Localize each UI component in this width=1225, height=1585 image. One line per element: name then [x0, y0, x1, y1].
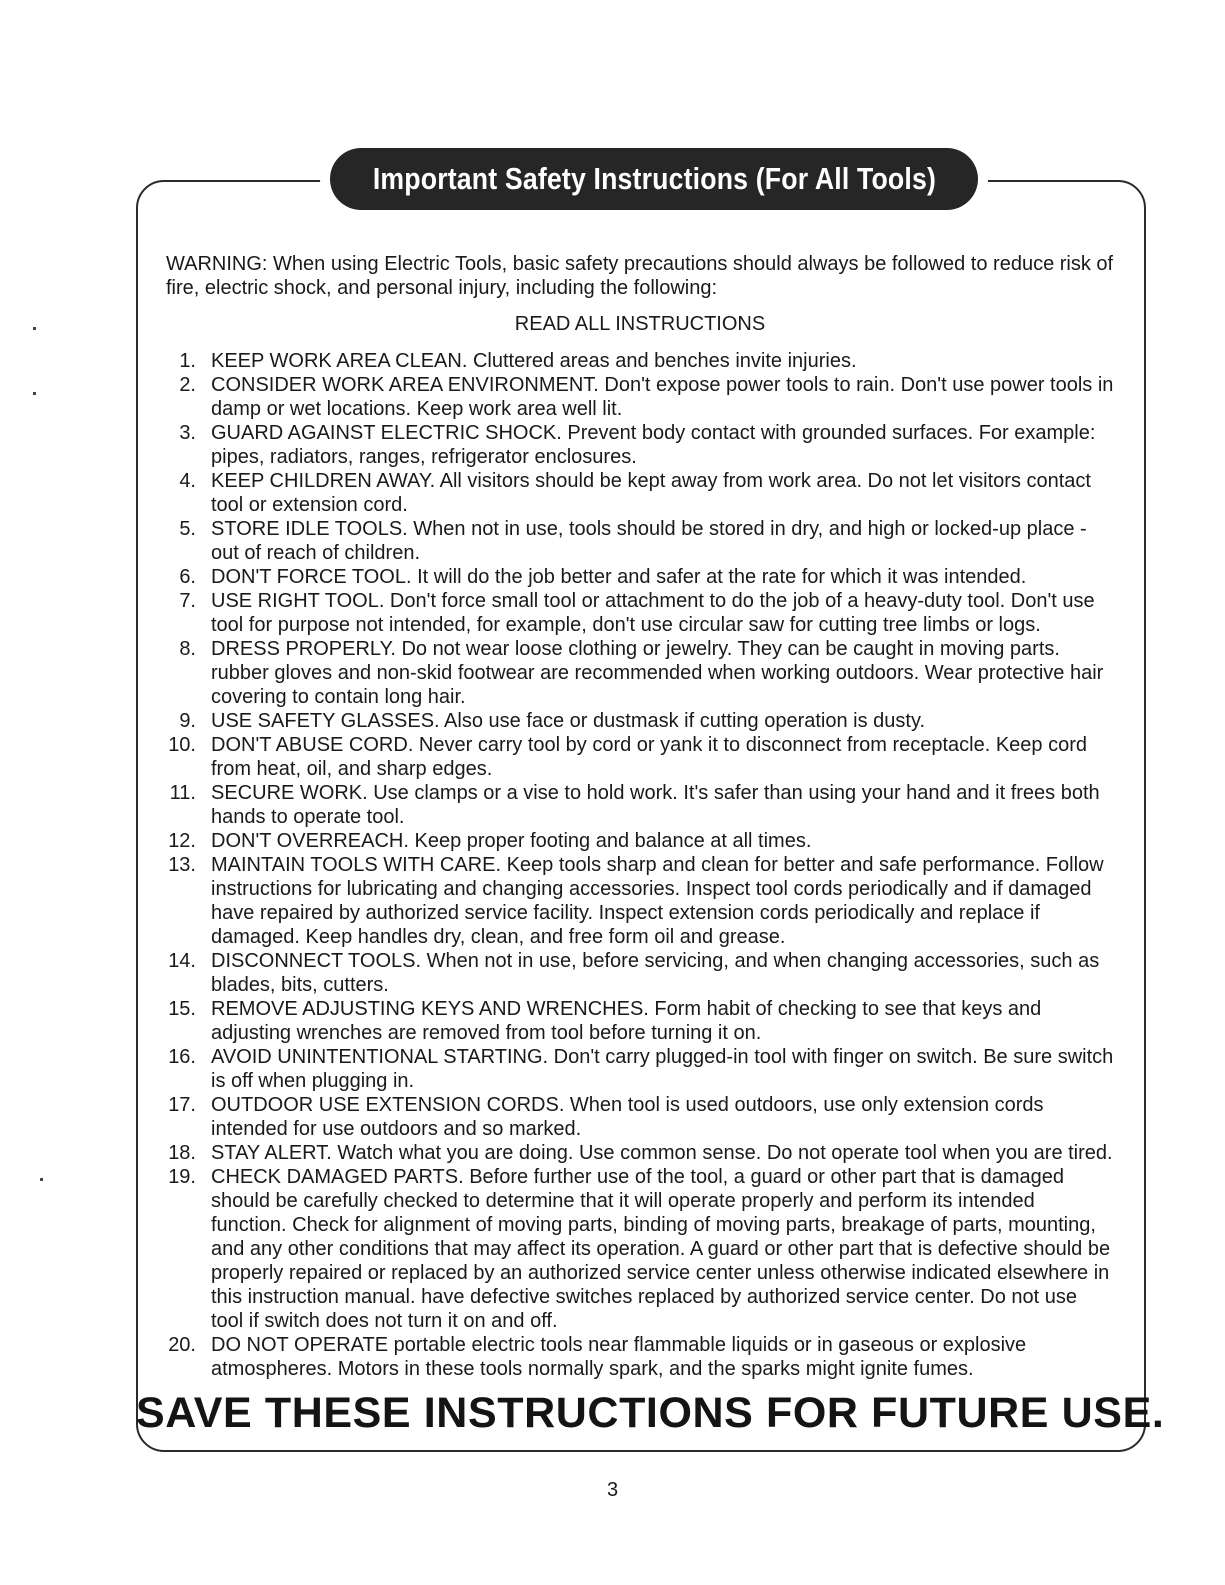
rule-item	[166, 565, 1114, 589]
rule-number: 1.	[179, 350, 196, 372]
scan-dot	[40, 1178, 43, 1181]
rule-number: 12.	[168, 830, 196, 852]
rule-number: 14.	[168, 950, 196, 972]
rule-text: CHECK DAMAGED PARTS. Before further use of the tool, a guard or other part that is damaged should be carefully checked to determine that it will operate properly and perform its intended function. Check for alignment of moving parts, binding of moving parts, breakage of parts, mounting, and any other conditions that may affect its operation. A guard or other part that is defective should be properly repaired or replaced by an authorized service center unless otherwise indicated elsewhere in this instruction manual. have defective switches replaced by authorized service center. Do not use tool if switch does not turn it on and off.	[211, 1166, 1111, 1332]
rule-number: 18.	[168, 1142, 196, 1164]
rule-item	[166, 637, 1114, 709]
rule-item	[166, 949, 1114, 997]
rule-item	[166, 589, 1114, 637]
rule-text: STAY ALERT. Watch what you are doing. Use common sense. Do not operate tool when you are tired.	[211, 1142, 1113, 1164]
rule-text: USE RIGHT TOOL. Don't force small tool or attachment to do the job of a heavy-duty tool. Don't use tool for purpose not intended, for example, don't use circular saw for cutting tree limbs or logs.	[211, 590, 1095, 636]
instructions-content	[166, 252, 1114, 1381]
page-title: Important Safety Instructions (For All Tools)	[372, 161, 936, 196]
rule-number: 9.	[179, 710, 196, 732]
rule-item	[166, 853, 1114, 949]
rule-number: 17.	[168, 1094, 196, 1116]
rule-number: 11.	[169, 782, 196, 804]
rule-item	[166, 733, 1114, 781]
rules-list	[166, 349, 1114, 1381]
rule-number: 2.	[179, 374, 196, 396]
rule-item	[166, 349, 1114, 373]
rule-number: 6.	[179, 566, 196, 588]
rule-item	[166, 1093, 1114, 1141]
rule-item	[166, 709, 1114, 733]
save-instructions-banner: SAVE THESE INSTRUCTIONS FOR FUTURE USE.	[136, 1389, 1165, 1437]
rule-number: 5.	[179, 518, 196, 540]
rule-text: DISCONNECT TOOLS. When not in use, before servicing, and when changing accessories, such as blades, bits, cutters.	[211, 950, 1100, 996]
rule-text: DON'T OVERREACH. Keep proper footing and balance at all times.	[211, 830, 812, 852]
rule-number: 4.	[179, 470, 196, 492]
rule-text: USE SAFETY GLASSES. Also use face or dustmask if cutting operation is dusty.	[211, 710, 926, 732]
rule-number: 3.	[179, 422, 196, 444]
read-all-heading: READ ALL INSTRUCTIONS	[514, 313, 766, 335]
rule-item	[166, 421, 1114, 469]
rule-text: REMOVE ADJUSTING KEYS AND WRENCHES. Form habit of checking to see that keys and adjusting wrenches are removed from tool before turning it on.	[211, 998, 1042, 1044]
scan-dot	[33, 392, 36, 395]
rule-number: 15.	[168, 998, 196, 1020]
rule-item	[166, 829, 1114, 853]
rule-text: KEEP WORK AREA CLEAN. Cluttered areas and benches invite injuries.	[211, 350, 857, 372]
rule-text: MAINTAIN TOOLS WITH CARE. Keep tools sharp and clean for better and safe performance. Follow instructions for lubricating and changing accessories. Inspect tool cords periodically and if damaged have repaired by authorized service facility. Inspect extension cords periodically and replace if damaged. Keep handles dry, clean, and free form oil and grease.	[211, 854, 1104, 948]
rule-item	[166, 373, 1114, 421]
rule-text: DON'T ABUSE CORD. Never carry tool by cord or yank it to disconnect from receptacle. Keep cord from heat, oil, and sharp edges.	[211, 734, 1088, 780]
rule-text: AVOID UNINTENTIONAL STARTING. Don't carry plugged-in tool with finger on switch. Be sure switch is off when plugging in.	[211, 1046, 1114, 1092]
rule-item	[166, 781, 1114, 829]
rule-text: OUTDOOR USE EXTENSION CORDS. When tool is used outdoors, use only extension cords intended for use outdoors and so marked.	[211, 1094, 1044, 1140]
rule-number: 7.	[179, 590, 196, 612]
rule-item	[166, 1333, 1114, 1381]
rule-number: 8.	[179, 638, 196, 660]
scan-dot	[33, 327, 36, 330]
rule-text: DRESS PROPERLY. Do not wear loose clothing or jewelry. They can be caught in moving parts. rubber gloves and non-skid footwear are recommended when working outdoors. Wear protective hair covering to contain long hair.	[211, 638, 1104, 708]
rule-number: 10.	[168, 734, 196, 756]
rule-item	[166, 1141, 1114, 1165]
rule-number: 16.	[168, 1046, 196, 1068]
page-number: 3	[606, 1479, 619, 1501]
rule-number: 13.	[168, 854, 196, 876]
rule-text: SECURE WORK. Use clamps or a vise to hold work. It's safer than using your hand and it frees both hands to operate tool.	[211, 782, 1100, 828]
rule-text: DON'T FORCE TOOL. It will do the job better and safer at the rate for which it was intended.	[211, 566, 1027, 588]
rule-text: GUARD AGAINST ELECTRIC SHOCK. Prevent body contact with grounded surfaces. For example: pipes, radiators, ranges, refrigerator enclosures.	[211, 422, 1096, 468]
rule-item	[166, 1045, 1114, 1093]
rule-item	[166, 1165, 1114, 1333]
rule-item	[166, 517, 1114, 565]
rule-text: STORE IDLE TOOLS. When not in use, tools should be stored in dry, and high or locked-up place - out of reach of children.	[211, 518, 1087, 564]
rule-text: DO NOT OPERATE portable electric tools near flammable liquids or in gaseous or explosive atmospheres. Motors in these tools normally spark, and the sparks might ignite fumes.	[211, 1334, 1027, 1380]
title-banner	[330, 148, 978, 210]
rule-item	[166, 997, 1114, 1045]
rule-text: KEEP CHILDREN AWAY. All visitors should be kept away from work area. Do not let visitors contact tool or extension cord.	[211, 470, 1091, 516]
warning-paragraph: WARNING: When using Electric Tools, basic safety precautions should always be followed to reduce risk of fire, electric shock, and personal injury, including the following:	[166, 253, 1114, 299]
rule-item	[166, 469, 1114, 517]
rule-text: CONSIDER WORK AREA ENVIRONMENT. Don't expose power tools to rain. Don't use power tools in damp or wet locations. Keep work area well lit.	[211, 374, 1114, 420]
rule-number: 20.	[168, 1334, 196, 1356]
rule-number: 19.	[168, 1166, 196, 1188]
